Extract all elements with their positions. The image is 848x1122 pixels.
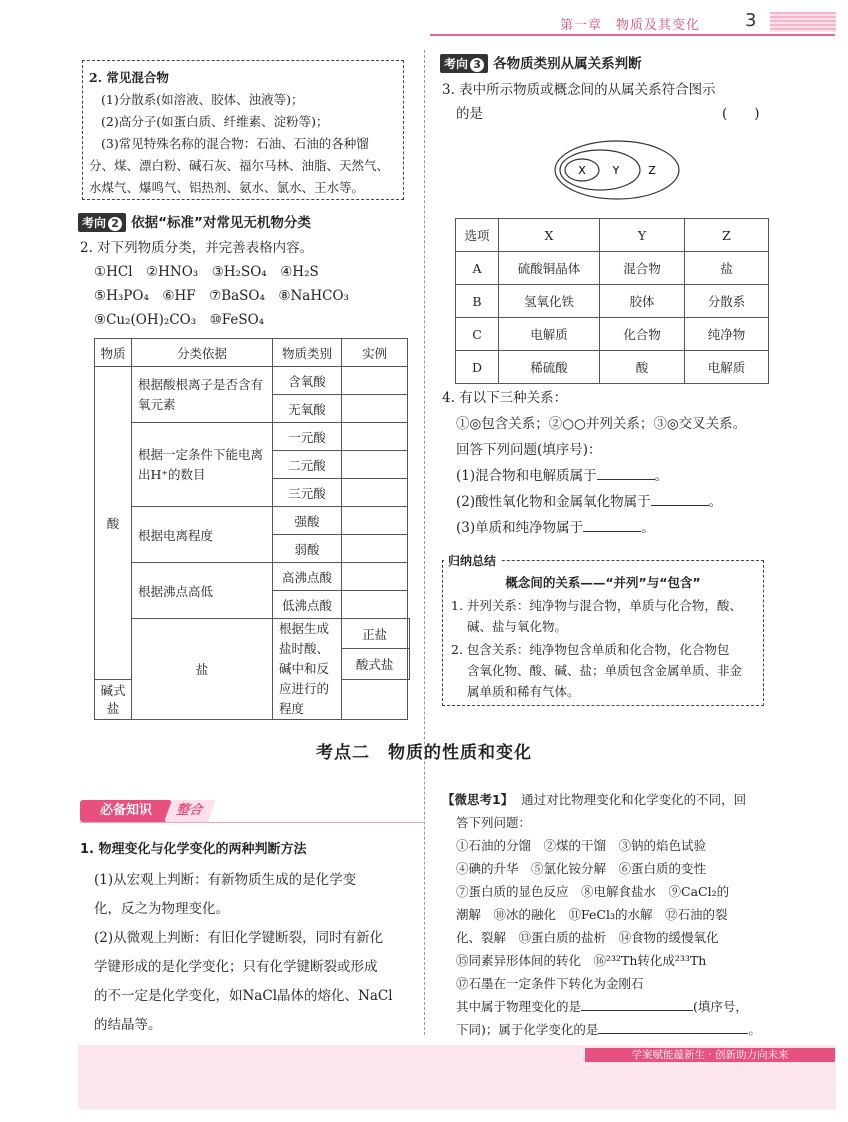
box-line: 分、煤、漂白粉、碱石灰、福尔马林、油脂、天然气、 xyxy=(89,158,390,173)
type-cell: 一元酸 xyxy=(273,423,342,451)
box-line: (2)高分子(如蛋白质、纤维素、淀粉等)； xyxy=(101,114,329,129)
micro-line: 通过对比物理变化和化学变化的不同，回 xyxy=(521,792,747,807)
answer-blank[interactable] xyxy=(651,491,709,506)
table-header: 实例 xyxy=(342,339,408,367)
summary-line: 1. 并列关系：纯净物与混合物，单质与化合物，酸、 xyxy=(451,598,742,613)
set-z-label: Z xyxy=(648,164,656,177)
micro-line: ⑦蛋白质的显色反应 ⑧电解食盐水 ⑨CaCl₂的 xyxy=(456,884,730,899)
summary-label: 归纳总结 xyxy=(444,552,500,569)
micro-line: 潮解 ⑩冰的融化 ⑪FeCl₃的水解 ⑫石油的裂 xyxy=(456,907,728,922)
table-header: Z xyxy=(685,219,769,252)
table-header: 物质类别 xyxy=(273,339,342,367)
knowledge-line: (2)从微观上判断：有旧化学键断裂，同时有新化 xyxy=(94,930,384,946)
kaoxiang3-heading xyxy=(440,52,642,73)
table-cell: 电解质 xyxy=(685,351,769,384)
table-cell: 混合物 xyxy=(600,252,685,285)
box-line: (1)分散系(如溶液、胶体、浊液等)； xyxy=(101,92,304,107)
chapter-title: 第一章 物质及其变化 xyxy=(560,18,701,33)
knowledge-line: (1)从宏观上判断：有新物质生成的是化学变 xyxy=(94,872,357,888)
table-header: Y xyxy=(600,219,685,252)
knowledge-line: 的结晶等。 xyxy=(94,1017,162,1033)
basis-cell: 根据电离程度 xyxy=(132,507,273,563)
q2-list-row: ⑨Cu₂(OH)₂CO₃ ⑩FeSO₄ xyxy=(94,312,265,328)
knowledge-heading: 1. 物理变化与化学变化的两种判断方法 xyxy=(80,842,307,857)
knowledge-line: 学键形成的是化学变化；只有化学键断裂或形成 xyxy=(94,959,378,975)
table-cell: 分散系 xyxy=(685,285,769,318)
knowledge-line: 的不一定是化学变化，如NaCl晶体的熔化、NaCl xyxy=(94,988,393,1004)
table-header: 选项 xyxy=(456,219,499,252)
header-rule xyxy=(430,34,835,36)
example-cell[interactable] xyxy=(342,479,408,507)
table-cell: 稀硫酸 xyxy=(499,351,600,384)
q4-item: (1)混合物和电解质属于 。 xyxy=(456,464,668,488)
box-line: 水煤气、爆鸣气、铝热剂、氨水、氯水、王水等。 xyxy=(89,180,365,195)
set-x-label: X xyxy=(578,164,586,177)
q4-item: (2)酸性氧化物和金属氧化物属于 。 xyxy=(456,490,722,514)
type-cell: 三元酸 xyxy=(273,479,342,507)
page-number: 3 xyxy=(745,10,757,31)
q2-intro: 2. 对下列物质分类，并完善表格内容。 xyxy=(80,240,314,256)
kaoxiang-badge: 考向 3 xyxy=(440,54,488,73)
micro-line: 答下列问题： xyxy=(456,815,532,830)
micro-label: 【微思考1】 xyxy=(442,792,514,807)
pill-underline xyxy=(80,822,425,823)
box-line: 2. 常见混合物 xyxy=(89,70,169,85)
q4-relations: ①◎包含关系；②○○并列关系；③◎交叉关系。 xyxy=(456,416,747,432)
example-cell[interactable] xyxy=(342,563,408,591)
options-table xyxy=(455,218,769,384)
table-cell: 化合物 xyxy=(600,318,685,351)
knowledge-line: 化，反之为物理变化。 xyxy=(94,901,229,917)
set-y-label: Y xyxy=(612,164,620,177)
example-cell[interactable] xyxy=(342,423,408,451)
micro-line: ⑰石墨在一定条件下转化为金刚石 xyxy=(456,976,644,991)
type-cell: 含氧酸 xyxy=(273,367,342,395)
type-cell: 低沸点酸 xyxy=(273,591,342,619)
example-cell[interactable] xyxy=(408,649,410,679)
table-header: 物质 xyxy=(95,339,132,367)
basis-cell: 根据一定条件下能电离出H⁺的数目 xyxy=(132,423,273,507)
box-line: (3)常见特殊名称的混合物：石油、石油的各种馏 xyxy=(101,136,369,151)
nested-sets-diagram xyxy=(552,138,682,202)
knowledge-pill xyxy=(80,800,215,822)
footer-tag: 学案赋能蕴新生 · 创新助力向未来 xyxy=(585,1048,835,1062)
micro-think xyxy=(442,788,761,1041)
set-y-ellipse xyxy=(560,150,640,190)
type-cell: 碱式盐 xyxy=(95,679,132,719)
salt-label: 盐 xyxy=(132,619,273,720)
summary-title: 概念间的关系——“并列”与“包含” xyxy=(505,575,701,590)
table-header: 分类依据 xyxy=(132,339,273,367)
table-cell: 电解质 xyxy=(499,318,600,351)
micro-line: ④碘的升华 ⑤氯化铵分解 ⑥蛋白质的变性 xyxy=(456,861,707,876)
micro-line: 化、裂解 ⑬蛋白质的盐析 ⑭食物的缓慢氧化 xyxy=(456,930,719,945)
example-cell[interactable] xyxy=(342,451,408,479)
table-cell: 硫酸铜晶体 xyxy=(499,252,600,285)
summary-line: 含氧化物、酸、碱、盐；单质包含金属单质、非金 xyxy=(467,663,743,678)
micro-fill-line: 其中属于物理变化的是 (填序号， xyxy=(442,995,761,1018)
table-header: X xyxy=(499,219,600,252)
summary-line: 2. 包含关系：纯净物包含单质和化合物，化合物包 xyxy=(451,642,730,657)
acid-label: 酸 xyxy=(95,367,132,680)
section-title: 考点二 物质的性质和变化 xyxy=(316,743,532,763)
example-cell[interactable] xyxy=(342,367,408,395)
answer-blank[interactable] xyxy=(583,517,641,532)
kaoxiang-badge: 考向 2 xyxy=(78,213,126,232)
basis-cell: 根据沸点高低 xyxy=(132,563,273,619)
table-cell: D xyxy=(456,351,499,384)
q2-list-row: ①HCl ②HNO₃ ③H₂SO₄ ④H₂S xyxy=(94,264,319,280)
acid-salt-table xyxy=(94,338,410,720)
q4-item: (3)单质和纯净物属于 。 xyxy=(456,516,655,540)
type-cell: 酸式盐 xyxy=(342,649,408,679)
table-cell: 氢氧化铁 xyxy=(499,285,600,318)
table-cell: 酸 xyxy=(600,351,685,384)
type-cell: 无氧酸 xyxy=(273,395,342,423)
table-cell: A xyxy=(456,252,499,285)
kaoxiang2-title: 依据“标准”对常见无机物分类 xyxy=(131,215,311,231)
q3-line: 的是 xyxy=(456,106,483,122)
q4-intro: 4. 有以下三种关系： xyxy=(442,390,568,406)
knowledge-body xyxy=(94,866,393,1040)
answer-blank[interactable] xyxy=(598,1019,748,1034)
type-cell: 弱酸 xyxy=(273,535,342,563)
summary-line: 属单质和稀有气体。 xyxy=(467,684,580,699)
answer-paren: ( ) xyxy=(722,106,760,122)
header-decoration xyxy=(770,12,836,32)
pill-left: 必备知识 xyxy=(80,800,172,822)
type-cell: 正盐 xyxy=(342,619,408,649)
example-cell[interactable] xyxy=(342,507,408,535)
type-cell: 强酸 xyxy=(273,507,342,535)
basis-cell: 根据生成盐时酸、碱中和反应进行的程度 xyxy=(273,619,342,720)
table-cell: B xyxy=(456,285,499,318)
table-cell: 盐 xyxy=(685,252,769,285)
example-cell[interactable] xyxy=(342,679,408,719)
micro-fill-line: 下同)；属于化学变化的是 。 xyxy=(442,1018,761,1041)
pill-right: 整合 xyxy=(164,800,216,822)
answer-blank[interactable] xyxy=(597,465,655,480)
example-cell[interactable] xyxy=(342,395,408,423)
micro-line: ⑮同素异形体间的转化 ⑯²³²Th转化成²³³Th xyxy=(456,953,707,968)
example-cell[interactable] xyxy=(342,591,408,619)
q3-line: 3. 表中所示物质或概念间的从属关系符合图示 xyxy=(442,82,716,98)
example-cell[interactable] xyxy=(342,535,408,563)
kaoxiang2-heading xyxy=(78,211,311,232)
table-cell: 纯净物 xyxy=(685,318,769,351)
example-cell[interactable] xyxy=(408,619,410,649)
kaoxiang3-title: 各物质类别从属关系判断 xyxy=(493,56,642,72)
answer-blank[interactable] xyxy=(581,996,693,1011)
type-cell: 高沸点酸 xyxy=(273,563,342,591)
mixture-box xyxy=(82,60,404,200)
summary-line: 碱、盐与氧化物。 xyxy=(467,619,568,634)
summary-box xyxy=(442,560,764,706)
column-divider xyxy=(424,50,425,1035)
type-cell: 二元酸 xyxy=(273,451,342,479)
q2-list-row: ⑤H₃PO₄ ⑥HF ⑦BaSO₄ ⑧NaHCO₃ xyxy=(94,288,349,304)
table-cell: C xyxy=(456,318,499,351)
table-cell: 胶体 xyxy=(600,285,685,318)
q4-prompt: 回答下列问题(填序号)： xyxy=(456,442,602,458)
micro-line: ①石油的分馏 ②煤的干馏 ③钠的焰色试验 xyxy=(456,838,707,853)
basis-cell: 根据酸根离子是否含有氧元素 xyxy=(132,367,273,423)
